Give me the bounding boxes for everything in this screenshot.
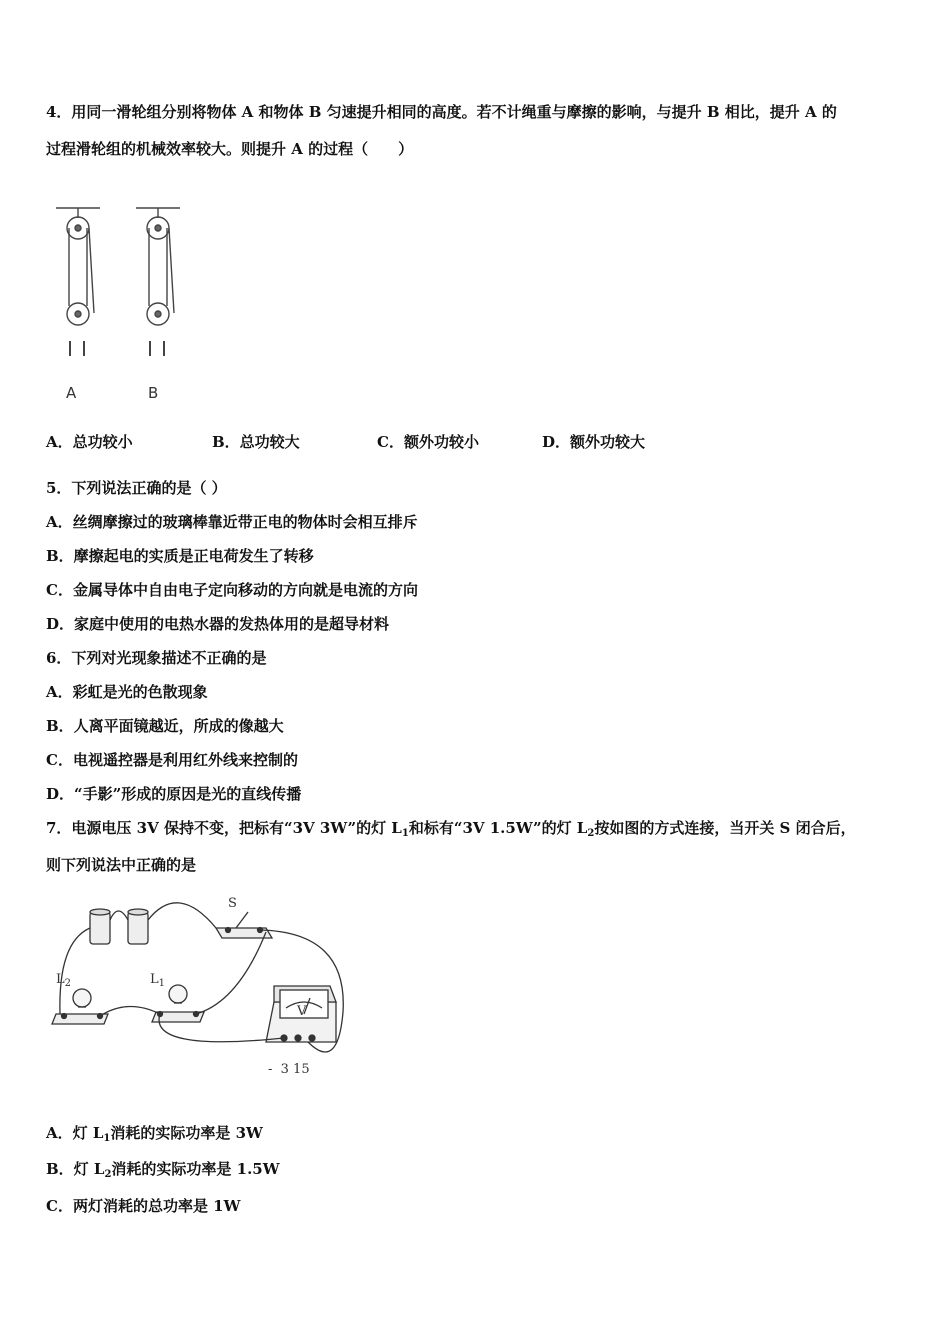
figure-label-a: A bbox=[66, 384, 77, 402]
q7-option-a-tail: 消耗的实际功率是 3W bbox=[110, 1124, 263, 1142]
q4-options bbox=[46, 431, 766, 453]
q4-option-b[interactable]: B．总功较大 bbox=[212, 433, 300, 451]
q7-stem-text-b: 和标有“3V 1.5W”的灯 L bbox=[408, 819, 588, 837]
q5-option-d[interactable]: D．家庭中使用的电热水器的发热体用的是超导材料 bbox=[46, 615, 390, 633]
lamp-l2-label bbox=[56, 972, 71, 987]
q6-option-d[interactable]: D．“手影”形成的原因是光的直线传播 bbox=[46, 785, 302, 803]
q7-option-c[interactable]: C．两灯消耗的总功率是 1W bbox=[46, 1197, 241, 1215]
q7-option-b-tail: 消耗的实际功率是 1.5W bbox=[111, 1160, 280, 1178]
voltmeter-terminals: - 3 15 bbox=[268, 1062, 310, 1077]
q5-option-b[interactable]: B．摩擦起电的实质是正电荷发生了转移 bbox=[46, 547, 314, 565]
q7-stem-text-c: 按如图的方式连接，当开关 S 闭合后， bbox=[594, 819, 856, 837]
q5-option-c[interactable]: C．金属导体中自由电子定向移动的方向就是电流的方向 bbox=[46, 581, 418, 599]
q7-stem-text-a: 7．电源电压 3V 保持不变，把标有“3V 3W”的灯 L bbox=[46, 819, 402, 837]
q7-option-a[interactable] bbox=[46, 1123, 263, 1143]
figure-label-b: B bbox=[148, 384, 159, 402]
q7-stem-sub-2: 2 bbox=[587, 828, 595, 839]
q5-option-a[interactable]: A．丝绸摩擦过的玻璃棒靠近带正电的物体时会相互排斥 bbox=[46, 513, 418, 531]
q6-option-b[interactable]: B．人离平面镜越近，所成的像越大 bbox=[46, 717, 284, 735]
q4-option-d[interactable]: D．额外功较大 bbox=[542, 433, 646, 451]
pulley-figure bbox=[48, 198, 188, 408]
lamp-l1-label bbox=[150, 972, 165, 987]
voltmeter-label: V bbox=[297, 1004, 307, 1019]
lamp-l2-sub: 2 bbox=[64, 978, 72, 989]
q7-option-b-text: B．灯 L bbox=[46, 1160, 105, 1178]
q7-option-a-sub: 1 bbox=[103, 1133, 111, 1144]
lamp-l2-letter: L bbox=[56, 972, 65, 987]
q4-option-c[interactable]: C．额外功较小 bbox=[377, 433, 479, 451]
circuit-figure bbox=[48, 892, 358, 1092]
q4-option-a[interactable]: A．总功较小 bbox=[46, 433, 133, 451]
q7-stem-line2: 则下列说法中正确的是 bbox=[46, 856, 197, 874]
switch-label: S bbox=[228, 896, 237, 911]
q6-option-c[interactable]: C．电视遥控器是利用红外线来控制的 bbox=[46, 751, 298, 769]
lamp-l1-letter: L bbox=[150, 972, 159, 987]
q7-option-b-sub: 2 bbox=[104, 1169, 112, 1180]
q7-stem-line1 bbox=[46, 818, 856, 838]
q4-stem-line1: 4．用同一滑轮组分别将物体 A 和物体 B 匀速提升相同的高度。若不计绳重与摩擦的影响，与提升 B 相比，提升 A 的 bbox=[46, 103, 837, 121]
q7-option-b[interactable] bbox=[46, 1159, 280, 1179]
q6-stem: 6．下列对光现象描述不正确的是 bbox=[46, 649, 267, 667]
q4-stem-line2: 过程滑轮组的机械效率较大。则提升 A 的过程（ ） bbox=[46, 140, 414, 158]
q7-option-a-text: A．灯 L bbox=[46, 1124, 104, 1142]
q7-stem-sub-1: 1 bbox=[401, 828, 409, 839]
lamp-l1-sub: 1 bbox=[158, 978, 166, 989]
q5-stem: 5．下列说法正确的是（ ） bbox=[46, 479, 227, 497]
q6-option-a[interactable]: A．彩虹是光的色散现象 bbox=[46, 683, 208, 701]
